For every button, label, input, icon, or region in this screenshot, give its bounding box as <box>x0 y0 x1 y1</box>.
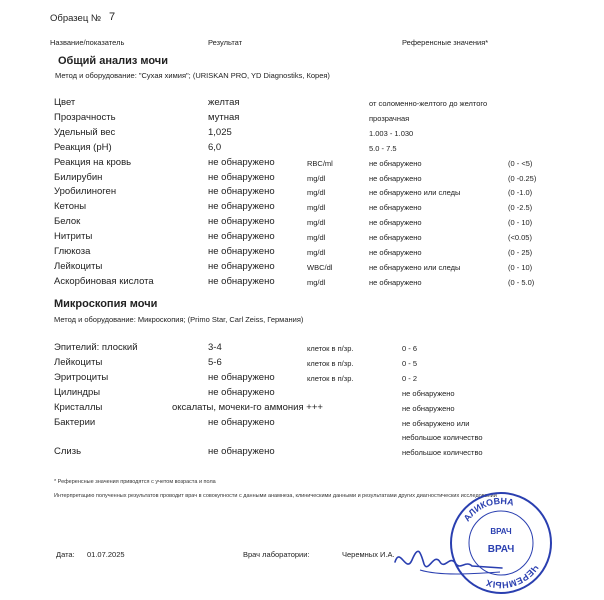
urinalysis-row-result: желтая <box>208 97 240 108</box>
urinalysis-row-reference: от соломенно-желтого до желтого <box>369 99 488 108</box>
urinalysis-row-name: Уробилиноген <box>54 186 117 198</box>
urinalysis-row-name: Удельный вес <box>54 126 116 138</box>
urinalysis-row-name: Глюкоза <box>54 246 91 257</box>
urinalysis-row-name: Прозрачность <box>54 111 116 123</box>
urinalysis-row-reference: 5.0 - 7.5 <box>369 143 397 153</box>
urinalysis-row-result: 6,0 <box>208 141 222 153</box>
urinalysis-row-unit: mg/dl <box>307 173 326 183</box>
urinalysis-row-name: Кетоны <box>54 201 87 213</box>
urinalysis-row-reference: прозрачная <box>369 113 410 123</box>
urinalysis-row-reference: не обнаружено или следы <box>369 262 461 272</box>
microscopy-row-result: 3-4 <box>208 342 222 353</box>
urinalysis-row-result: не обнаружено <box>208 216 275 228</box>
microscopy-row-reference: не обнаружено <box>402 404 455 413</box>
microscopy-row-unit: клеток в п/зр. <box>307 374 354 383</box>
microscopy-row-reference: не обнаружено или <box>402 419 470 428</box>
microscopy-row-reference: 0 - 2 <box>402 374 418 383</box>
urinalysis-row-result: не обнаружено <box>208 186 275 198</box>
urinalysis-row-name: Билирубин <box>54 171 103 183</box>
column-header-name: Название/показатель <box>50 38 125 47</box>
urinalysis-row-name: Лейкоциты <box>54 260 103 272</box>
urinalysis-row-range: (0 -1.0) <box>508 188 533 198</box>
column-header-reference: Референсные значения* <box>402 38 489 47</box>
urinalysis-row-reference: не обнаружено <box>369 158 422 168</box>
urinalysis-row-name: Аскорбиновая кислота <box>54 275 154 287</box>
microscopy-row-unit: клеток в п/зр. <box>307 359 354 368</box>
date-label: Дата: <box>56 550 75 559</box>
microscopy-title: Микроскопия мочи <box>54 298 158 310</box>
microscopy-row-name: Лейкоциты <box>54 357 103 368</box>
urinalysis-title: Общий анализ мочи <box>58 55 168 67</box>
urinalysis-row-result: не обнаружено <box>208 156 275 168</box>
doctor-stamp <box>448 490 554 596</box>
urinalysis-row-reference: 1.003 - 1.030 <box>369 128 414 138</box>
urinalysis-row-unit: mg/dl <box>307 277 326 287</box>
microscopy-row-reference: не обнаружено <box>402 389 455 398</box>
urinalysis-row-result: не обнаружено <box>208 231 275 243</box>
urinalysis-row-range: (0 - 25) <box>508 248 533 257</box>
svg-text:ЧЕРЕМНЫХ <box>485 563 540 590</box>
microscopy-method: Метод и оборудование: Микроскопия; (Primo Star, Carl Zeiss, Германия) <box>54 315 304 324</box>
svg-text:АЛИКОВНА <box>462 496 516 523</box>
urinalysis-row-range: (0 - 5.0) <box>508 277 535 287</box>
footnote-interpretation: Интерпретацию полученных результатов проводит врач в совокупности с данными анамнеза, клиническими данными и результатами других диагностических исследований <box>54 493 497 499</box>
urinalysis-row-reference: не обнаружено <box>369 248 422 257</box>
urinalysis-row-unit: mg/dl <box>307 233 326 243</box>
urinalysis-method: Метод и оборудование: "Сухая химия"; (URISKAN PRO, YD Diagnostiks, Корея) <box>55 71 330 80</box>
stamp-text-left: ВРАЧ <box>490 527 512 536</box>
urinalysis-row-result: не обнаружено <box>208 246 275 257</box>
stamp-text-center: ВРАЧ <box>487 544 515 555</box>
urinalysis-row-result: не обнаружено <box>208 275 275 287</box>
microscopy-row-name: Эритроциты <box>54 372 109 383</box>
urinalysis-row-reference: не обнаружено <box>369 203 422 213</box>
urinalysis-row-name: Реакция на кровь <box>54 156 132 168</box>
urinalysis-row-range: (<0.05) <box>508 233 532 243</box>
stamp-text-bottom: ЧЕРЕМНЫХ <box>485 562 541 591</box>
urinalysis-row-result: не обнаружено <box>208 171 275 183</box>
microscopy-row-result: 5-6 <box>208 357 222 368</box>
urinalysis-row-reference: не обнаружено или следы <box>369 188 461 198</box>
urinalysis-row-result: мутная <box>208 111 240 123</box>
urinalysis-row-reference: не обнаружено <box>369 218 422 228</box>
stamp-text-top: АЛИКОВНА <box>461 495 515 524</box>
microscopy-row-result: не обнаружено <box>208 372 275 383</box>
microscopy-row-result: оксалаты, мочеки-го аммония +++ <box>172 402 323 413</box>
sample-number: 7 <box>109 11 116 23</box>
doctor-name: Черемных И.А. <box>342 550 395 559</box>
microscopy-row-reference-cont: небольшое количество <box>402 433 483 442</box>
urinalysis-row-range: (0 -0.25) <box>508 173 537 183</box>
urinalysis-row-name: Цвет <box>54 97 76 108</box>
microscopy-row-name: Бактерии <box>54 417 96 428</box>
urinalysis-row-unit: WBC/dl <box>307 262 333 272</box>
urinalysis-row-range: (0 - <5) <box>508 158 533 168</box>
urinalysis-row-result: не обнаружено <box>208 201 275 213</box>
urinalysis-row-result: не обнаружено <box>208 260 275 272</box>
urinalysis-row-range: (0 -2.5) <box>508 203 533 213</box>
urinalysis-row-reference: не обнаружено <box>369 233 422 243</box>
urinalysis-row-range: (0 - 10) <box>508 218 533 228</box>
footnote-reference: * Референсные значения приводятся с учетом возраста и пола <box>54 479 216 485</box>
microscopy-row-result: не обнаружено <box>208 387 275 398</box>
microscopy-row-unit: клеток в п/зр. <box>307 344 354 353</box>
microscopy-row-result: не обнаружено <box>208 417 275 428</box>
urinalysis-row-result: 1,025 <box>208 126 232 138</box>
microscopy-row-reference: 0 - 5 <box>402 359 418 368</box>
column-header-result: Результат <box>208 38 243 47</box>
microscopy-row-reference: 0 - 6 <box>402 344 418 353</box>
urinalysis-row-reference: не обнаружено <box>369 173 422 183</box>
microscopy-row-name: Эпителий: плоский <box>54 342 138 353</box>
urinalysis-row-unit: mg/dl <box>307 248 326 257</box>
microscopy-row-name: Кристаллы <box>54 402 103 413</box>
doctor-label: Врач лаборатории: <box>243 550 310 559</box>
urinalysis-row-range: (0 - 10) <box>508 262 533 272</box>
urinalysis-row-unit: mg/dl <box>307 203 326 213</box>
sample-label: Образец № <box>50 13 102 24</box>
microscopy-row-name: Цилиндры <box>54 387 101 398</box>
date-value: 01.07.2025 <box>87 550 125 559</box>
urinalysis-row-unit: mg/dl <box>307 218 326 228</box>
urinalysis-row-reference: не обнаружено <box>369 277 422 287</box>
urinalysis-row-name: Белок <box>54 216 81 228</box>
microscopy-row-reference: небольшое количество <box>402 448 483 457</box>
microscopy-row-result: не обнаружено <box>208 446 275 457</box>
urinalysis-row-name: Нитриты <box>54 231 93 243</box>
urinalysis-row-unit: mg/dl <box>307 188 326 198</box>
urinalysis-row-name: Реакция (pH) <box>54 141 112 153</box>
urinalysis-row-unit: RBC/ml <box>307 158 333 168</box>
microscopy-row-name: Слизь <box>54 446 82 457</box>
